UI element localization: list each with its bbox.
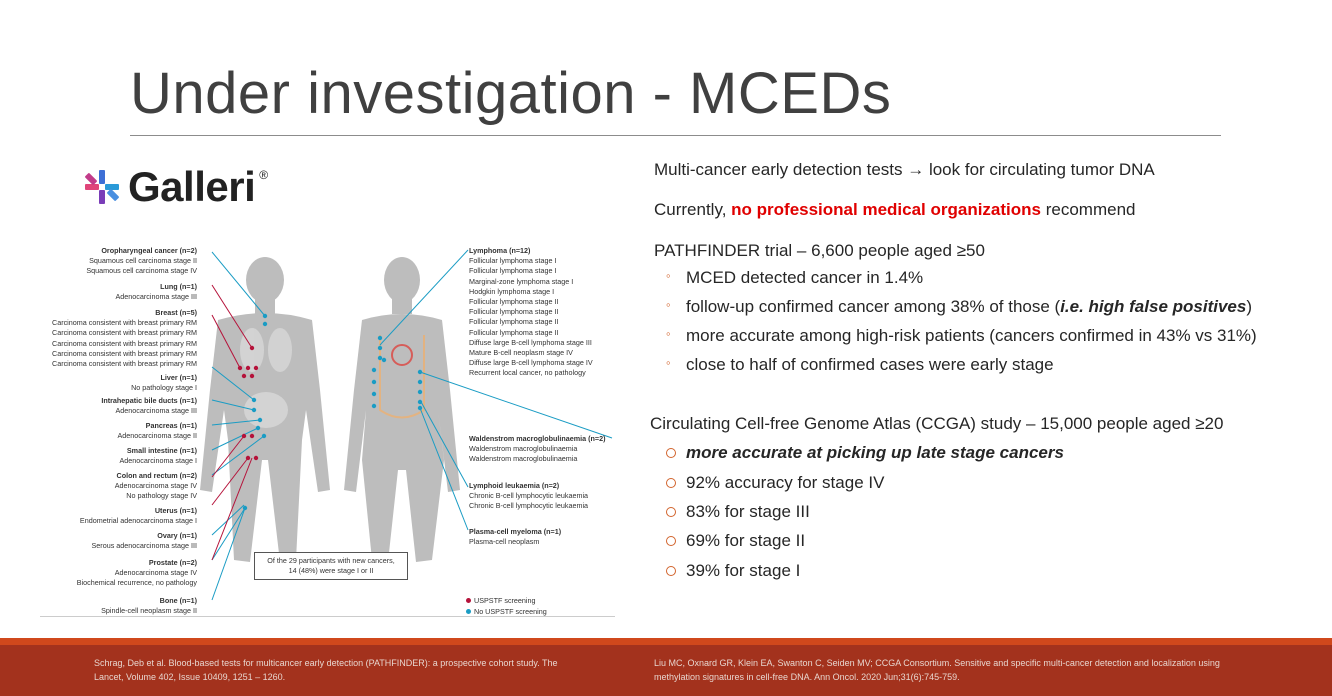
legend-item-uspstf: USPSTF screening [466,596,547,607]
ccga-bullet-4: 69% for stage II [686,531,805,551]
label-lung: Lung (n=1) Adenocarcinoma stage III [115,282,197,302]
mced-definition: Multi-cancer early detection tests → look for circulating tumor DNA [654,160,1155,179]
label-liver: Liver (n=1) No pathology stage I [131,373,197,393]
reference-pathfinder: Schrag, Deb et al. Blood-based tests for multicancer early detection (PATHFINDER): a prospective cohort study. The Lancet, Volume 402, Issue 10409, 1251 – 1260. [94,658,558,682]
reference-ccga: Liu MC, Oxnard GR, Klein EA, Swanton C, Seiden MV; CCGA Consortium. Sensitive and specific multi-cancer detection and localization using methylation signatures in cell-free DNA. Ann Oncol. 2020 Jun;31(6):745-759. [654,658,1220,682]
ccga-bullet-1: more accurate at picking up late stage cancers [686,443,1064,463]
label-lymphoma: Lymphoma (n=12) Follicular lymphoma stage I Follicular lymphoma stage I Marginal-zone lymphoma stage I Hodgkin lymphoma stage I Follicular lymphoma stage II Follicular lymphoma stage II Follicular lymphoma stage II Follicular lymphoma stage II Diffuse large B-cell lymphoma stage III Mature B-cell neoplasm stage IV Diffuse large B-cell lymphoma stage IV Recurrent local cancer, no pathology [469,246,593,378]
pathfinder-body-figure [40,240,615,618]
label-bile-ducts: Intrahepatic bile ducts (n=1) Adenocarcinoma stage III [101,396,197,416]
label-plasma-cell-myeloma: Plasma-cell myeloma (n=1) Plasma-cell neoplasm [469,527,562,547]
legend-dot-red [466,598,471,603]
bullet-marker-icon: ◦ [666,326,671,341]
galleri-logo [84,164,268,210]
label-prostate: Prostate (n=2) Adenocarcinoma stage IV Biochemical recurrence, no pathology [76,558,197,588]
registered-mark: ® [259,168,269,182]
label-ovary: Ovary (n=1) Serous adenocarcinoma stage III [91,531,197,551]
label-pancreas: Pancreas (n=1) Adenocarcinoma stage II [117,421,197,441]
label-bone: Bone (n=1) Spindle-cell neoplasm stage II [101,596,197,616]
logo-wordmark: Galleri [128,163,256,210]
pathfinder-bullet-2: ◦ follow-up confirmed cancer among 38% of those (i.e. high false positives) [666,297,1252,316]
ccga-heading: Circulating Cell-free Genome Atlas (CCGA) study – 15,000 people aged ≥20 [650,414,1224,433]
label-breast: Breast (n=5) Carcinoma consistent with breast primary RM Carcinoma consistent with breast primary RM Carcinoma consistent with breast primary RM Carcinoma consistent with breast primary RM Carcinoma consistent with breast primary RM [52,308,197,369]
title-divider [130,135,1221,136]
slide-title: Under investigation - MCEDs [130,61,892,126]
ccga-bullet-2: 92% accuracy for stage IV [686,473,884,493]
label-small-intestine: Small intestine (n=1) Adenocarcinoma stage I [119,446,197,466]
figure-callout-box: Of the 29 participants with new cancers, 14 (48%) were stage I or II [254,552,408,580]
bullet-marker-icon: ◦ [666,268,671,283]
figure-legend [466,596,547,617]
legend-item-no-uspstf: No USPSTF screening [466,607,547,618]
label-colon-rectum: Colon and rectum (n=2) Adenocarcinoma stage IV No pathology stage IV [114,471,197,501]
label-uterus: Uterus (n=1) Endometrial adenocarcinoma stage I [79,506,197,526]
bullet-ring-icon [666,536,676,546]
recommendation-status: Currently, no professional medical organizations recommend [654,200,1136,219]
footer-accent-stripe [0,638,1332,645]
pathfinder-bullet-1: ◦ MCED detected cancer in 1.4% [666,268,924,287]
ccga-bullet-3: 83% for stage III [686,502,810,522]
pathfinder-heading: PATHFINDER trial – 6,600 people aged ≥50 [654,241,985,260]
bullet-ring-icon [666,448,676,458]
bullet-ring-icon [666,507,676,517]
pathfinder-bullet-4: ◦ close to half of confirmed cases were early stage [666,355,1054,374]
bullet-marker-icon: ◦ [666,297,671,312]
legend-dot-blue [466,609,471,614]
footer-bar [0,645,1332,696]
label-waldenstrom: Waldenstrom macroglobulinaemia (n=2) Waldenstrom macroglobulinaemia Waldenstrom macroglobulinaemia [469,434,606,464]
bullet-ring-icon [666,566,676,576]
ccga-bullet-5: 39% for stage I [686,561,800,581]
bullet-marker-icon: ◦ [666,355,671,370]
pathfinder-bullet-3: ◦ more accurate among high-risk patients (cancers confirmed in 43% vs 31%) [666,326,1257,345]
label-oropharyngeal: Oropharyngeal cancer (n=2) Squamous cell carcinoma stage II Squamous cell carcinoma stage IV [86,246,197,276]
label-lymphoid-leukaemia: Lymphoid leukaemia (n=2) Chronic B-cell lymphocytic leukaemia Chronic B-cell lymphocytic leukaemia [469,481,589,511]
galleri-star-icon [84,169,120,205]
figure-bottom-rule [40,616,615,617]
bullet-ring-icon [666,478,676,488]
